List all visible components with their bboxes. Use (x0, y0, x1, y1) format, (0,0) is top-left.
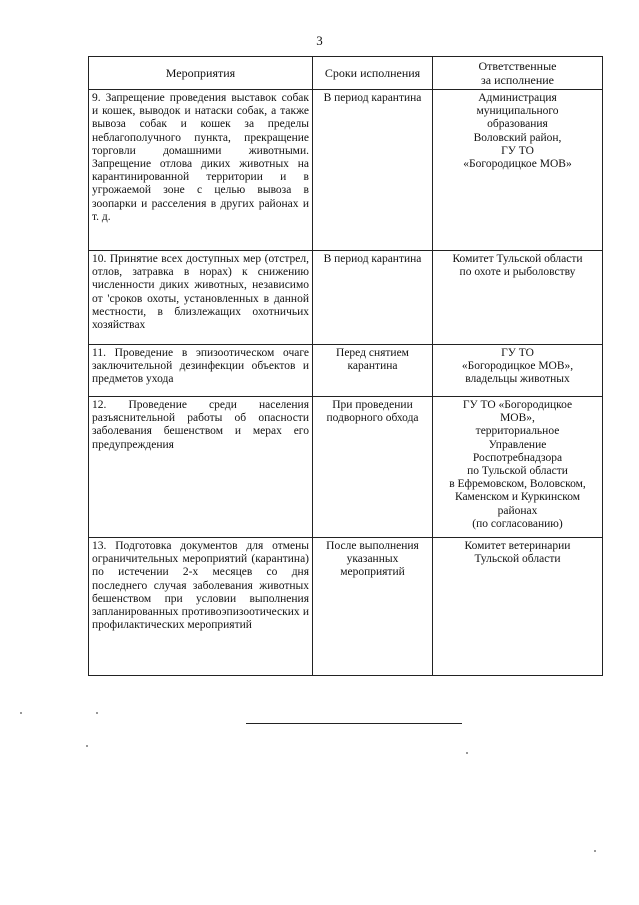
scan-speck (20, 712, 22, 714)
scan-speck (594, 850, 596, 852)
term-cell: В период карантина (313, 251, 433, 345)
scan-speck (466, 752, 468, 754)
scan-speck (86, 745, 88, 747)
responsible-cell: ГУ ТО «Богородицкое МОВ», владельцы животных (433, 345, 603, 397)
table-row (89, 397, 603, 538)
table-row (89, 345, 603, 397)
measure-cell: 11. Проведение в эпизоотическом очаге заключительной дезинфекции объектов и предметов ухода (89, 345, 313, 397)
table-row (89, 90, 603, 251)
measure-cell: 12. Проведение среди населения разъяснительной работы об опасности заболевания бешенством и мерах его предупреждения (89, 397, 313, 538)
header-measures: Мероприятия (89, 57, 313, 90)
measure-cell: 10. Принятие всех доступных мер (отстрел, отлов, затравка в норах) к снижению численности диких животных, независимо от 'сроков охоты, установленных в данной местности, в близлежащих охотничьих хозяйствах (89, 251, 313, 345)
scan-speck (96, 712, 98, 714)
term-cell: После выполнения указанных мероприятий (313, 538, 433, 676)
responsible-cell: Комитет ветеринарии Тульской области (433, 538, 603, 676)
page-number: 3 (316, 33, 323, 48)
table-header-row (89, 57, 603, 90)
measure-cell: 9. Запрещение проведения выставок собак и кошек, выводок и натаски собак, а также вывоза собак и кошек за пределы неблагополучного пункта, прекращение торговли домашними животными. Запрещение отлова диких животных на карантинированной территории и в угрожаемой зоне с целью вывоза в зоопарки и расселения в других районах и т. д. (89, 90, 313, 251)
responsible-cell: Комитет Тульской области по охоте и рыболовству (433, 251, 603, 345)
responsible-cell: Администрация муниципального образования Воловский район, ГУ ТО «Богородицкое МОВ» (433, 90, 603, 251)
header-terms: Сроки исполнения (313, 57, 433, 90)
end-of-document-rule (246, 723, 462, 724)
header-responsible: Ответственные за исполнение (433, 57, 603, 90)
measures-table (88, 56, 603, 676)
table-row (89, 251, 603, 345)
term-cell: В период карантина (313, 90, 433, 251)
responsible-cell: ГУ ТО «Богородицкое МОВ», территориальное Управление Роспотребнадзора по Тульской области в Ефремовском, Воловском, Каменском и Куркинском районах (по согласованию) (433, 397, 603, 538)
term-cell: При проведении подворного обхода (313, 397, 433, 538)
table-row (89, 538, 603, 676)
term-cell: Перед снятием карантина (313, 345, 433, 397)
measure-cell: 13. Подготовка документов для отмены ограничительных мероприятий (карантина) по истечении 2-х месяцев со дня последнего случая заболевания животных бешенством при условии выполнения запланированных противоэпизоотических и профилактических мероприятий (89, 538, 313, 676)
